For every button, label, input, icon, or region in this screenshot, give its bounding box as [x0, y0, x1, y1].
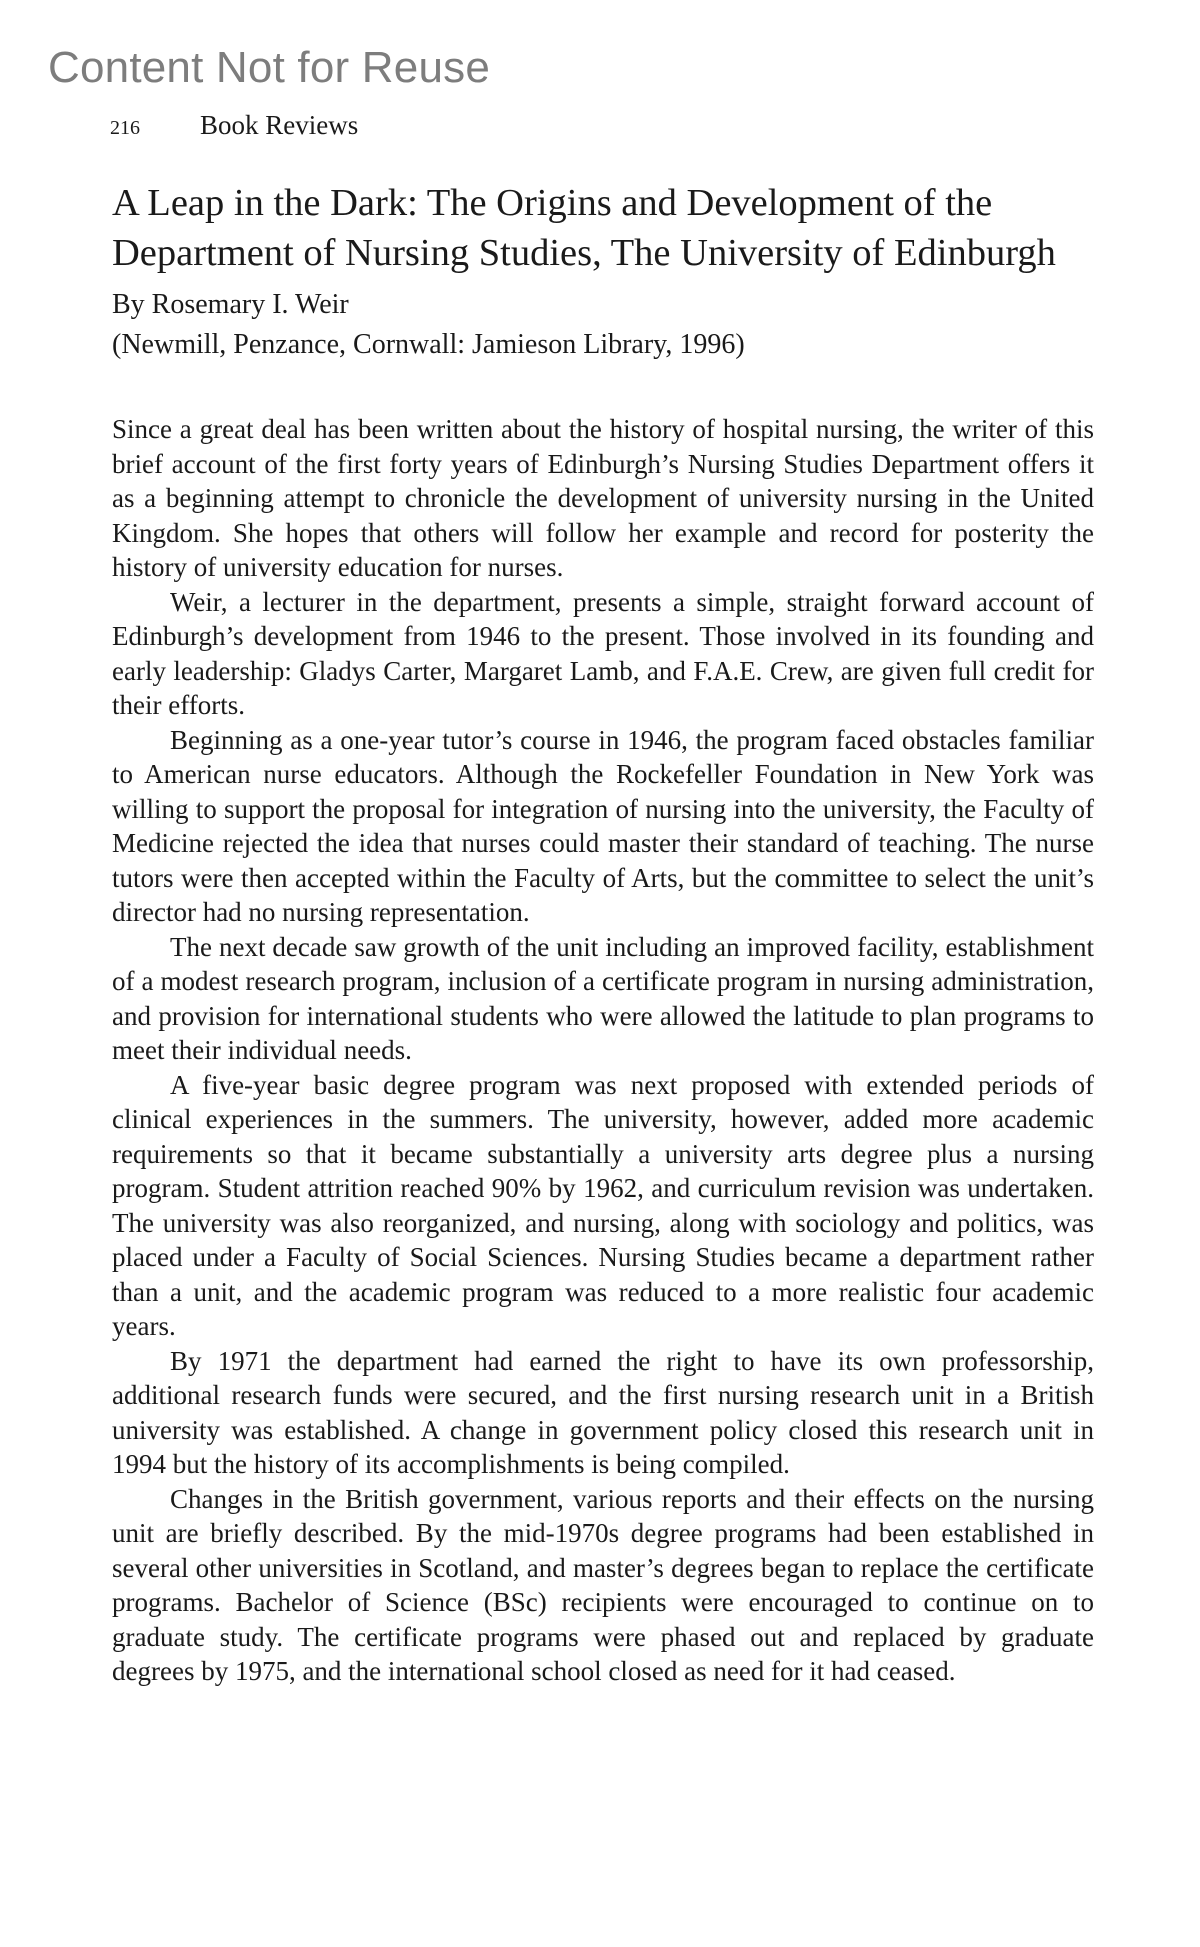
book-publisher: (Newmill, Penzance, Cornwall: Jamieson Library, 1996)	[112, 329, 745, 360]
section-name: Book Reviews	[200, 110, 359, 140]
review-header	[112, 178, 1112, 365]
book-title: A Leap in the Dark: The Origins and Development of the Department of Nursing Studies, The University of Edinburgh	[112, 182, 1056, 274]
paragraph: By 1971 the department had earned the right to have its own professorship, additional research funds were secured, and the first nursing research unit in a British university was established. A change in government policy closed this research unit in 1994 but the history of its accomplishments is being compiled.	[112, 1345, 1094, 1479]
paragraph: Beginning as a one-year tutor’s course in 1946, the program faced obstacles familiar to American nurse educators. Although the Rockefeller Foundation in New York was willing to support the proposal for integration of nursing into the university, the Faculty of Medicine rejected the idea that nurses could master their standard of teaching. The nurse tutors were then accepted within the Faculty of Arts, but the committee to select the unit’s director had no nursing representation.	[112, 724, 1094, 927]
paragraph: A five-year basic degree program was next proposed with extended periods of clinical experiences in the summers. The university, however, added more academic requirements so that it became substantially a university arts degree plus a nursing program. Student attrition reached 90% by 1962, and curriculum revision was undertaken. The university was also reorganized, and nursing, along with sociology and politics, was placed under a Faculty of Social Sciences. Nursing Studies became a department rather than a unit, and the academic program was reduced to a more realistic four academic years.	[112, 1069, 1094, 1341]
review-body	[112, 412, 1094, 1689]
watermark: Content Not for Reuse	[48, 43, 490, 92]
paragraph: The next decade saw growth of the unit including an improved facility, establishment of a modest research program, inclusion of a certificate program in nursing administration, and provision for international students who were allowed the latitude to plan programs to meet their individual needs.	[112, 931, 1094, 1065]
book-author: By Rosemary I. Weir	[112, 289, 349, 320]
paragraph: Changes in the British government, various reports and their effects on the nursing unit are briefly described. By the mid-1970s degree programs had been established in several other universities in Scotland, and master’s degrees began to replace the certificate programs. Bachelor of Science (BSc) recipients were encouraged to continue on to graduate study. The certificate programs were phased out and replaced by graduate degrees by 1975, and the international school closed as need for it had ceased.	[112, 1483, 1094, 1686]
paragraph: Since a great deal has been written about the history of hospital nursing, the writer of this brief account of the first forty years of Edinburgh’s Nursing Studies Department offers it as a beginning attempt to chronicle the development of university nursing in the United Kingdom. She hopes that others will follow her example and record for posterity the history of university education for nurses.	[112, 414, 1094, 582]
page-number: 216	[110, 117, 140, 139]
running-head	[110, 110, 358, 140]
paragraph: Weir, a lecturer in the department, presents a simple, straight forward account of Edinburgh’s development from 1946 to the present. Those involved in its founding and early leadership: Gladys Carter, Margaret Lamb, and F.A.E. Crew, are given full credit for their efforts.	[112, 586, 1094, 720]
